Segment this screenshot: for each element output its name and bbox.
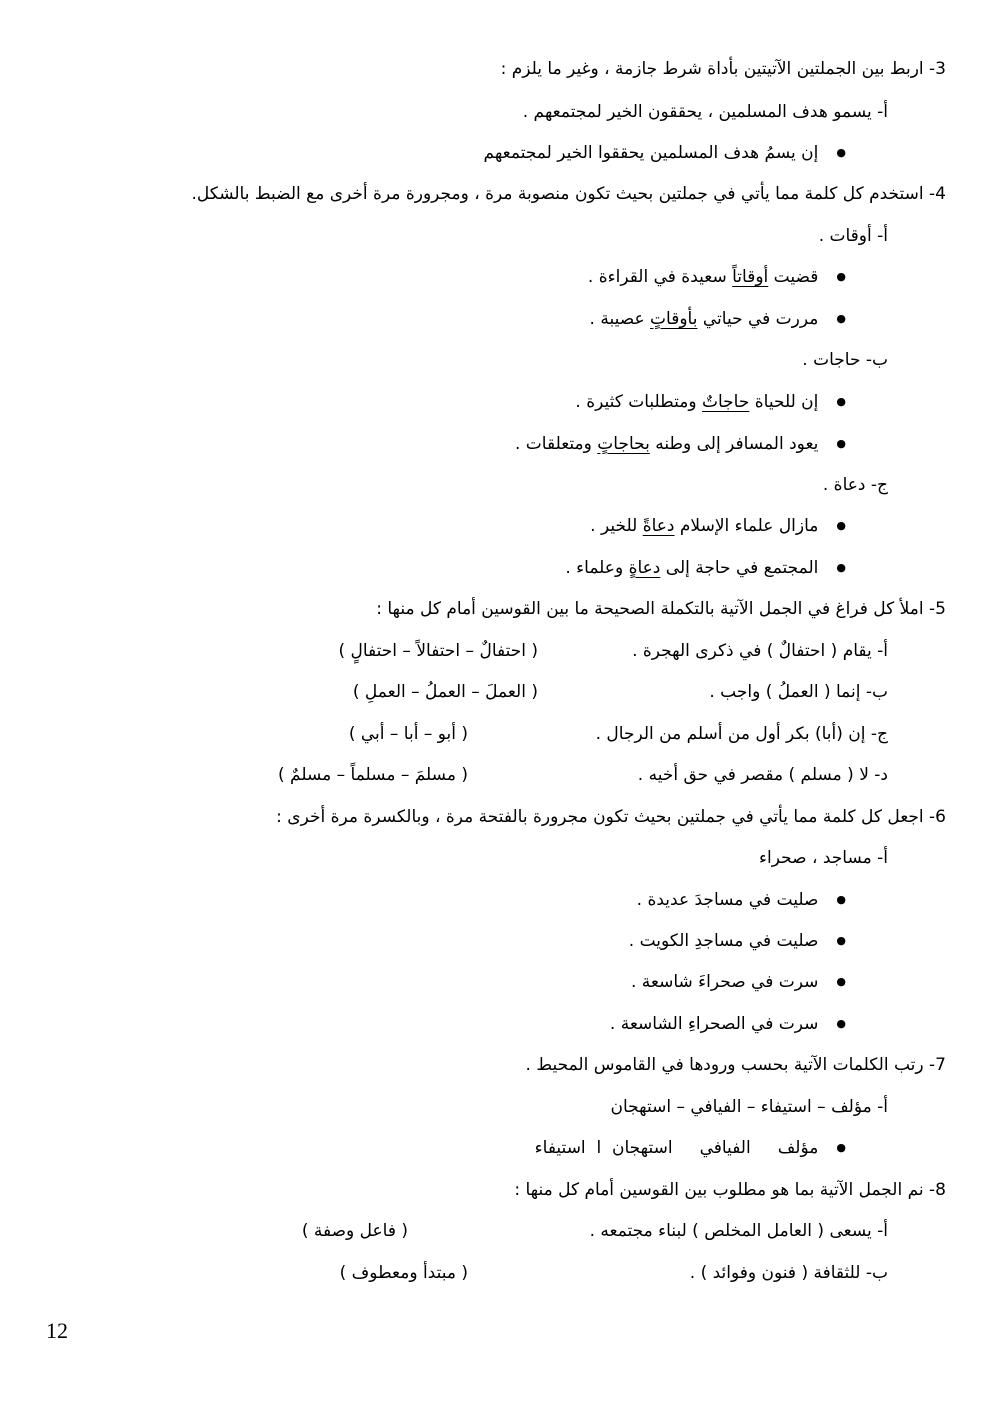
q5-choices-b: ( العملَ – العملُ – العملِ ) <box>352 682 538 702</box>
underlined-word: بحاجاتٍ <box>597 434 650 454</box>
sentence-part: مازال علماء الإسلام <box>674 516 819 536</box>
sentence-part: للخير . <box>590 516 643 536</box>
underlined-word: بأوقاتٍ <box>650 309 698 329</box>
q6-sentence-4: ● سرت في الصحراءِ الشاسعة . <box>610 1012 846 1036</box>
q4-item-c: ج- دعاة . <box>822 475 888 495</box>
q5-choices-d: ( مسلمَ – مسلماً – مسلمٌ ) <box>277 765 468 785</box>
sentence-part: قضيت <box>768 267 819 287</box>
q4-c-sentence-2 <box>565 556 846 580</box>
q8-sentence-a: أ- يسعى ( العامل المخلص ) لبناء مجتمعه . <box>589 1221 888 1241</box>
q4-item-a: أ- أوقات . <box>818 226 888 246</box>
q5-choices-a: ( احتفالٌ – احتفالاً – احتفالٍ ) <box>338 641 538 661</box>
q4-a-sentence-2 <box>590 307 846 331</box>
q3-answer: ● إن يسمُ هدف المسلمين يحققوا الخير لمجتمعهم <box>484 141 846 165</box>
q4-b-sentence-2 <box>515 432 846 456</box>
q6-title: 6- اجعل كل كلمة مما يأتي في جملتين بحيث تكون مجرورة بالفتحة مرة ، وبالكسرة مرة أخرى : <box>276 807 946 827</box>
q3-item-a: أ- يسمو هدف المسلمين ، يحققون الخير لمجتمعهم . <box>522 102 888 122</box>
q5-choices-c: ( أبو – أبا – أبي ) <box>348 724 468 744</box>
sentence-part: إن للحياة <box>749 392 819 412</box>
page-number: 12 <box>46 1318 68 1343</box>
q4-a-sentence-1 <box>588 265 846 289</box>
q6-sentence-3: ● سرت في صحراءَ شاسعة . <box>631 970 846 994</box>
sentence-part: سعيدة في القراءة . <box>587 267 733 287</box>
sentence-part: عصيبة . <box>589 309 651 329</box>
q4-title: 4- استخدم كل كلمة مما يأتي في جملتين بحيث تكون منصوبة مرة ، ومجرورة مرة أخرى مع الضبط بالشكل. <box>191 184 946 204</box>
q7-title: 7- رتب الكلمات الآتية بحسب ورودها في القاموس المحيط . <box>525 1055 946 1075</box>
underlined-word: دعاةً <box>642 516 675 536</box>
sentence-part: وعلماء . <box>565 558 629 578</box>
q3-title: 3- اربط بين الجملتين الآتيتين بأداة شرط جازمة ، وغير ما يلزم : <box>500 59 946 79</box>
q4-c-sentence-1 <box>590 514 846 538</box>
sentence-part: مررت في حياتي <box>697 309 819 329</box>
q8-hint-b: ( مبتدأ ومعطوف ) <box>339 1263 468 1283</box>
q5-sentence-c: ج- إن (أبا) بكر أول من أسلم من الرجال . <box>595 724 888 744</box>
q6-sentence-1: ● صليت في مساجدَ عديدة . <box>637 888 846 912</box>
q6-item-a: أ- مساجد ، صحراء <box>759 848 888 868</box>
q4-item-b: ب- حاجات . <box>802 350 888 370</box>
q5-sentence-b: ب- إنما ( العملُ ) واجب . <box>709 682 888 702</box>
q5-title: 5- املأ كل فراغ في الجمل الآتية بالتكملة الصحيحة ما بين القوسين أمام كل منها : <box>376 599 946 619</box>
sentence-part: ومتطلبات كثيرة . <box>575 392 702 412</box>
q7-item-a: أ- مؤلف – استيفاء – الفيافي – استهجان <box>610 1097 888 1117</box>
q8-sentence-b: ب- للثقافة ( فنون وفوائد ) . <box>689 1263 888 1283</box>
q5-sentence-a: أ- يقام ( احتفالٌ ) في ذكرى الهجرة . <box>632 641 888 661</box>
q6-sentence-2: ● صليت في مساجدِ الكويت . <box>629 929 846 953</box>
q8-title: 8- نم الجمل الآتية بما هو مطلوب بين القوسين أمام كل منها : <box>514 1180 946 1200</box>
sentence-part: يعود المسافر إلى وطنه <box>649 434 819 454</box>
sentence-part: ومتعلقات . <box>514 434 598 454</box>
sentence-part: المجتمع في حاجة إلى <box>660 558 819 578</box>
q4-b-sentence-1 <box>575 390 846 414</box>
q5-sentence-d: د- لا ( مسلم ) مقصر في حق أخيه . <box>637 765 888 785</box>
underlined-word: حاجاتٌ <box>701 392 750 412</box>
underlined-word: دعاةٍ <box>628 558 661 578</box>
underlined-word: أوقاتاً <box>732 267 769 287</box>
q7-answer: ● مؤلف الفيافي استهجان ا استيفاء <box>535 1136 846 1160</box>
q8-hint-a: ( فاعل وصفة ) <box>301 1221 408 1241</box>
